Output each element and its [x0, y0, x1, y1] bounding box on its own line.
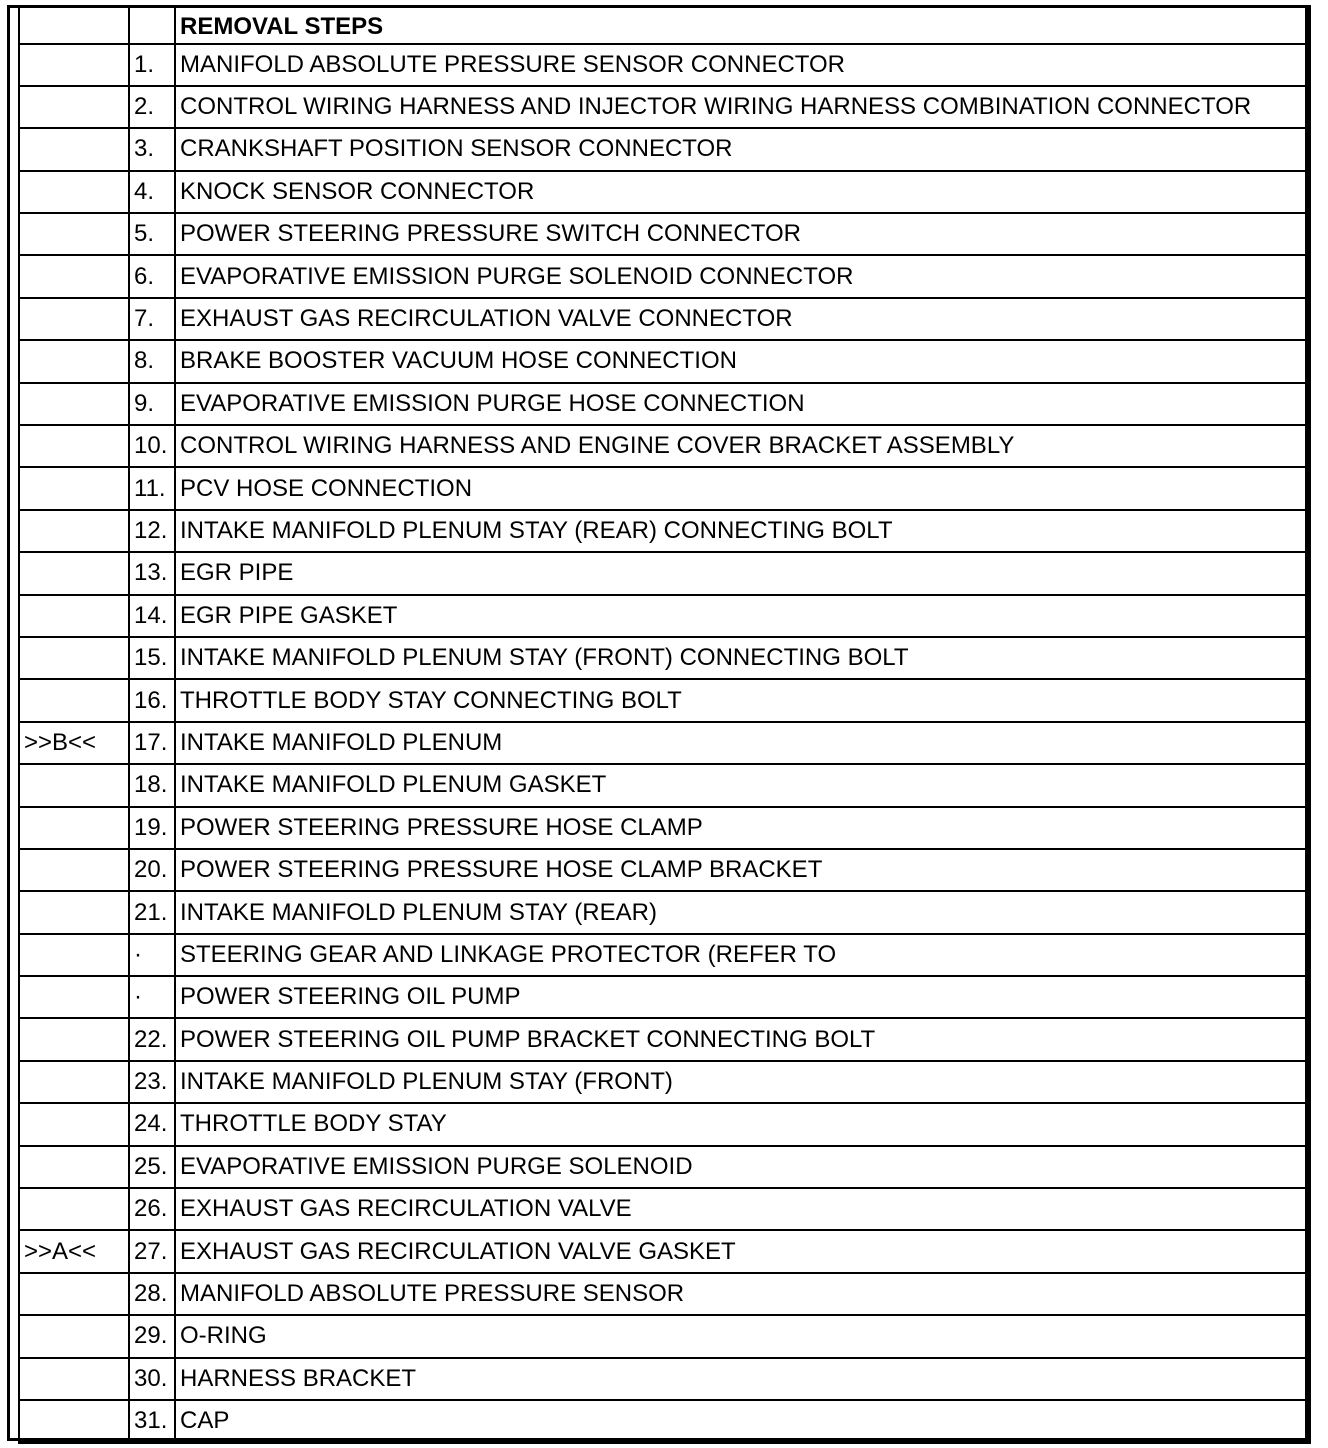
step-number: 31.	[129, 1400, 175, 1442]
step-number: 16.	[129, 679, 175, 721]
step-row	[19, 171, 1309, 213]
step-row	[19, 1315, 1309, 1357]
step-row	[19, 764, 1309, 806]
step-number: 9.	[129, 383, 175, 425]
step-number: 4.	[129, 171, 175, 213]
step-description: INTAKE MANIFOLD PLENUM STAY (REAR)	[175, 891, 1309, 933]
step-description: POWER STEERING PRESSURE HOSE CLAMP BRACKET	[175, 849, 1309, 891]
step-mark	[19, 1103, 129, 1145]
removal-steps-body	[19, 7, 1309, 1443]
step-mark	[19, 86, 129, 128]
step-row	[19, 934, 1309, 976]
step-row	[19, 510, 1309, 552]
step-mark	[19, 1358, 129, 1400]
step-mark	[19, 255, 129, 297]
step-description: MANIFOLD ABSOLUTE PRESSURE SENSOR	[175, 1273, 1309, 1315]
step-number: 17.	[129, 722, 175, 764]
step-number: 2.	[129, 86, 175, 128]
step-row	[19, 595, 1309, 637]
step-description: CONTROL WIRING HARNESS AND ENGINE COVER BRACKET ASSEMBLY	[175, 425, 1309, 467]
step-mark	[19, 171, 129, 213]
step-row	[19, 298, 1309, 340]
step-description: BRAKE BOOSTER VACUUM HOSE CONNECTION	[175, 340, 1309, 382]
step-number: 27.	[129, 1230, 175, 1272]
step-row	[19, 383, 1309, 425]
step-description: EVAPORATIVE EMISSION PURGE SOLENOID	[175, 1146, 1309, 1188]
step-description: CONTROL WIRING HARNESS AND INJECTOR WIRING HARNESS COMBINATION CONNECTOR	[175, 86, 1309, 128]
step-mark	[19, 467, 129, 509]
step-number: 25.	[129, 1146, 175, 1188]
step-mark	[19, 1061, 129, 1103]
step-row	[19, 1230, 1309, 1272]
step-description: INTAKE MANIFOLD PLENUM	[175, 722, 1309, 764]
step-row	[19, 552, 1309, 594]
step-number: ·	[129, 976, 175, 1018]
step-mark	[19, 340, 129, 382]
step-row	[19, 467, 1309, 509]
step-mark	[19, 44, 129, 86]
step-number: 20.	[129, 849, 175, 891]
header-title: REMOVAL STEPS	[175, 7, 1309, 44]
step-row	[19, 976, 1309, 1018]
step-number: 13.	[129, 552, 175, 594]
step-mark	[19, 637, 129, 679]
step-number: 12.	[129, 510, 175, 552]
step-number: 22.	[129, 1018, 175, 1060]
step-description: EGR PIPE GASKET	[175, 595, 1309, 637]
step-description: THROTTLE BODY STAY	[175, 1103, 1309, 1145]
step-row	[19, 1103, 1309, 1145]
step-mark	[19, 679, 129, 721]
step-number: 23.	[129, 1061, 175, 1103]
step-mark	[19, 510, 129, 552]
step-description: MANIFOLD ABSOLUTE PRESSURE SENSOR CONNECTOR	[175, 44, 1309, 86]
step-description: EGR PIPE	[175, 552, 1309, 594]
step-description: CRANKSHAFT POSITION SENSOR CONNECTOR	[175, 128, 1309, 170]
step-number: 7.	[129, 298, 175, 340]
step-number: 18.	[129, 764, 175, 806]
step-row	[19, 86, 1309, 128]
step-mark	[19, 1273, 129, 1315]
step-mark	[19, 425, 129, 467]
step-description: EXHAUST GAS RECIRCULATION VALVE	[175, 1188, 1309, 1230]
step-row	[19, 1146, 1309, 1188]
step-description: INTAKE MANIFOLD PLENUM STAY (REAR) CONNECTING BOLT	[175, 510, 1309, 552]
step-number: 3.	[129, 128, 175, 170]
step-number: 1.	[129, 44, 175, 86]
step-mark	[19, 298, 129, 340]
step-mark	[19, 764, 129, 806]
step-row	[19, 1358, 1309, 1400]
step-number: 14.	[129, 595, 175, 637]
step-mark	[19, 128, 129, 170]
step-mark	[19, 595, 129, 637]
step-description: KNOCK SENSOR CONNECTOR	[175, 171, 1309, 213]
step-description: POWER STEERING OIL PUMP BRACKET CONNECTING BOLT	[175, 1018, 1309, 1060]
step-mark	[19, 934, 129, 976]
step-description: EVAPORATIVE EMISSION PURGE SOLENOID CONNECTOR	[175, 255, 1309, 297]
header-row	[19, 7, 1309, 44]
step-number: ·	[129, 934, 175, 976]
step-description: POWER STEERING PRESSURE SWITCH CONNECTOR	[175, 213, 1309, 255]
step-mark	[19, 976, 129, 1018]
step-row	[19, 1061, 1309, 1103]
step-number: 5.	[129, 213, 175, 255]
step-description: HARNESS BRACKET	[175, 1358, 1309, 1400]
step-row	[19, 1018, 1309, 1060]
step-description: EXHAUST GAS RECIRCULATION VALVE GASKET	[175, 1230, 1309, 1272]
step-number: 8.	[129, 340, 175, 382]
step-description: THROTTLE BODY STAY CONNECTING BOLT	[175, 679, 1309, 721]
step-mark	[19, 891, 129, 933]
step-description: INTAKE MANIFOLD PLENUM STAY (FRONT)	[175, 1061, 1309, 1103]
step-mark	[19, 1400, 129, 1442]
step-row	[19, 679, 1309, 721]
step-row	[19, 849, 1309, 891]
step-number: 15.	[129, 637, 175, 679]
step-description: POWER STEERING OIL PUMP	[175, 976, 1309, 1018]
step-row	[19, 1400, 1309, 1442]
step-description: EXHAUST GAS RECIRCULATION VALVE CONNECTOR	[175, 298, 1309, 340]
header-mark-cell	[19, 7, 129, 44]
step-row	[19, 340, 1309, 382]
step-row	[19, 255, 1309, 297]
step-description: STEERING GEAR AND LINKAGE PROTECTOR (REFER TO	[175, 934, 1309, 976]
step-number: 29.	[129, 1315, 175, 1357]
step-number: 21.	[129, 891, 175, 933]
step-mark	[19, 849, 129, 891]
removal-steps-table	[18, 5, 1311, 1444]
step-mark	[19, 1146, 129, 1188]
step-mark	[19, 1315, 129, 1357]
step-row	[19, 1188, 1309, 1230]
step-number: 19.	[129, 807, 175, 849]
step-mark: >>B<<	[19, 722, 129, 764]
step-row	[19, 637, 1309, 679]
step-description: INTAKE MANIFOLD PLENUM GASKET	[175, 764, 1309, 806]
step-mark	[19, 1018, 129, 1060]
step-row	[19, 44, 1309, 86]
step-description: POWER STEERING PRESSURE HOSE CLAMP	[175, 807, 1309, 849]
step-description: INTAKE MANIFOLD PLENUM STAY (FRONT) CONNECTING BOLT	[175, 637, 1309, 679]
step-mark	[19, 213, 129, 255]
step-description: CAP	[175, 1400, 1309, 1442]
step-row	[19, 425, 1309, 467]
step-mark	[19, 383, 129, 425]
step-mark: >>A<<	[19, 1230, 129, 1272]
step-row	[19, 1273, 1309, 1315]
step-mark	[19, 1188, 129, 1230]
step-number: 30.	[129, 1358, 175, 1400]
step-row	[19, 722, 1309, 764]
step-row	[19, 807, 1309, 849]
step-number: 11.	[129, 467, 175, 509]
step-row	[19, 128, 1309, 170]
step-description: EVAPORATIVE EMISSION PURGE HOSE CONNECTION	[175, 383, 1309, 425]
step-row	[19, 891, 1309, 933]
step-description: O-RING	[175, 1315, 1309, 1357]
step-number: 28.	[129, 1273, 175, 1315]
step-mark	[19, 807, 129, 849]
step-number: 26.	[129, 1188, 175, 1230]
step-row	[19, 213, 1309, 255]
step-number: 6.	[129, 255, 175, 297]
header-number-cell	[129, 7, 175, 44]
step-mark	[19, 552, 129, 594]
step-number: 10.	[129, 425, 175, 467]
step-number: 24.	[129, 1103, 175, 1145]
step-description: PCV HOSE CONNECTION	[175, 467, 1309, 509]
